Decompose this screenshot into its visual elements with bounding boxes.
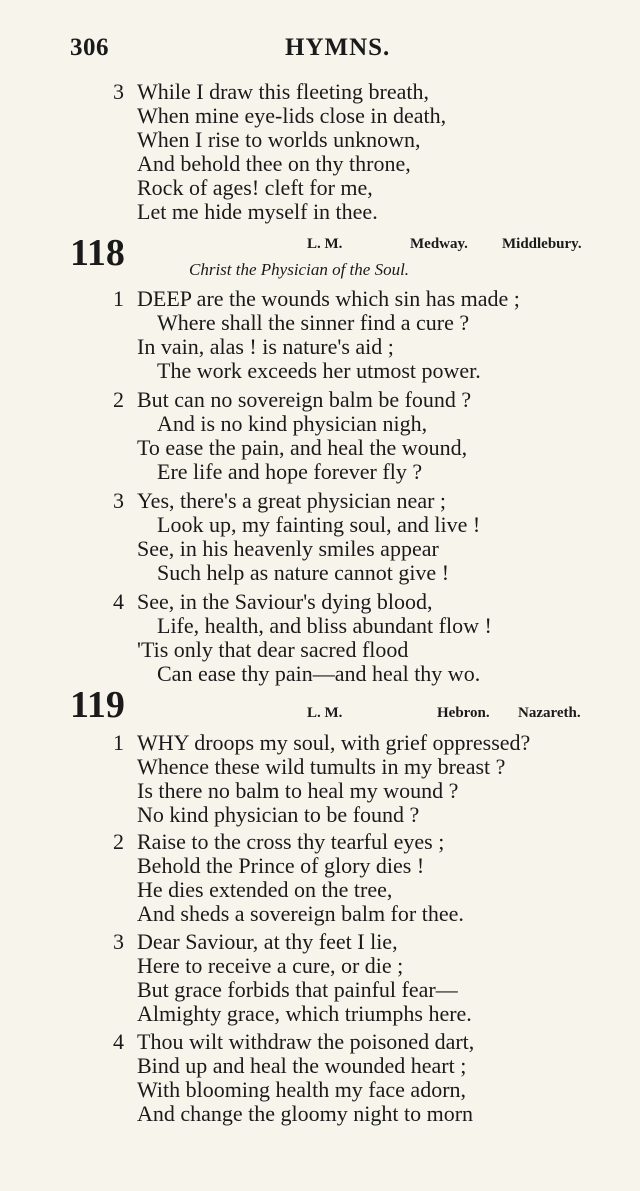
stanza-number: 3 [113, 488, 124, 513]
verse-line: When I rise to worlds unknown, [137, 127, 421, 152]
tune-name: Middlebury. [502, 236, 582, 252]
verse-line: Behold the Prince of glory dies ! [137, 853, 425, 878]
verse-line: 'Tis only that dear sacred flood [137, 637, 409, 662]
tune-name: Medway. [410, 236, 468, 252]
verse-line: Where shall the sinner find a cure ? [157, 310, 470, 335]
verse-line: Let me hide myself in thee. [137, 199, 378, 224]
verse-line: Look up, my fainting soul, and live ! [157, 512, 481, 537]
verse-line: Is there no balm to heal my wound ? [137, 778, 459, 803]
hymn-subtitle: Christ the Physician of the Soul. [189, 260, 410, 279]
verse-line: Ere life and hope forever fly ? [157, 459, 423, 484]
verse-line: Rock of ages! cleft for me, [137, 175, 373, 200]
verse-line: Thou wilt withdraw the poisoned dart, [137, 1029, 475, 1054]
meter: L. M. [307, 705, 343, 721]
verse-line: With blooming health my face adorn, [137, 1077, 467, 1102]
verse-line: Dear Saviour, at thy feet I lie, [137, 929, 398, 954]
verse-line: Raise to the cross thy tearful eyes ; [137, 829, 445, 854]
tune-name: Hebron. [437, 705, 490, 721]
verse-line: But can no sovereign balm be found ? [137, 387, 472, 412]
verse-line: He dies extended on the tree, [137, 877, 393, 902]
stanza-number: 1 [113, 286, 124, 311]
meter: L. M. [307, 236, 343, 252]
stanza-number: 3 [113, 79, 124, 104]
page-header [0, 34, 640, 64]
hymn-number: 118 [70, 232, 125, 274]
verse-line: While I draw this fleeting breath, [137, 79, 430, 104]
stanza-number: 3 [113, 929, 124, 954]
verse-line: And change the gloomy night to morn [137, 1101, 474, 1126]
verse-line: DEEP are the wounds which sin has made ; [137, 286, 520, 311]
verse-line: And behold thee on thy throne, [137, 151, 411, 176]
verse-line: See, in his heavenly smiles appear [137, 536, 439, 561]
verse-line: Bind up and heal the wounded heart ; [137, 1053, 467, 1078]
verse-line: Yes, there's a great physician near ; [137, 488, 447, 513]
tune-name: Nazareth. [518, 705, 581, 721]
verse-line: See, in the Saviour's dying blood, [137, 589, 433, 614]
verse-line: Such help as nature cannot give ! [157, 560, 450, 585]
stanza-number: 1 [113, 730, 124, 755]
verse-line: And sheds a sovereign balm for thee. [137, 901, 464, 926]
hymn-number: 119 [70, 684, 125, 726]
verse-line: Almighty grace, which triumphs here. [137, 1001, 472, 1026]
stanza-number: 4 [113, 589, 124, 614]
stanza-number: 2 [113, 829, 124, 854]
running-head: HYMNS. [285, 34, 391, 61]
verse-line: To ease the pain, and heal the wound, [137, 435, 468, 460]
page-number: 306 [70, 34, 109, 61]
verse-line: But grace forbids that painful fear— [137, 977, 458, 1002]
verse-line: The work exceeds her utmost power. [157, 358, 481, 383]
verse-line: Can ease thy pain—and heal thy wo. [157, 661, 481, 686]
stanza-number: 4 [113, 1029, 124, 1054]
verse-line: Here to receive a cure, or die ; [137, 953, 404, 978]
verse-line: No kind physician to be found ? [137, 802, 420, 827]
verse-line: Life, health, and bliss abundant flow ! [157, 613, 492, 638]
verse-line: When mine eye-lids close in death, [137, 103, 447, 128]
verse-line: WHY droops my soul, with grief oppressed? [137, 730, 531, 755]
stanza-number: 2 [113, 387, 124, 412]
verse-line: And is no kind physician nigh, [157, 411, 428, 436]
verse-line: Whence these wild tumults in my breast ? [137, 754, 506, 779]
verse-line: In vain, alas ! is nature's aid ; [137, 334, 394, 359]
